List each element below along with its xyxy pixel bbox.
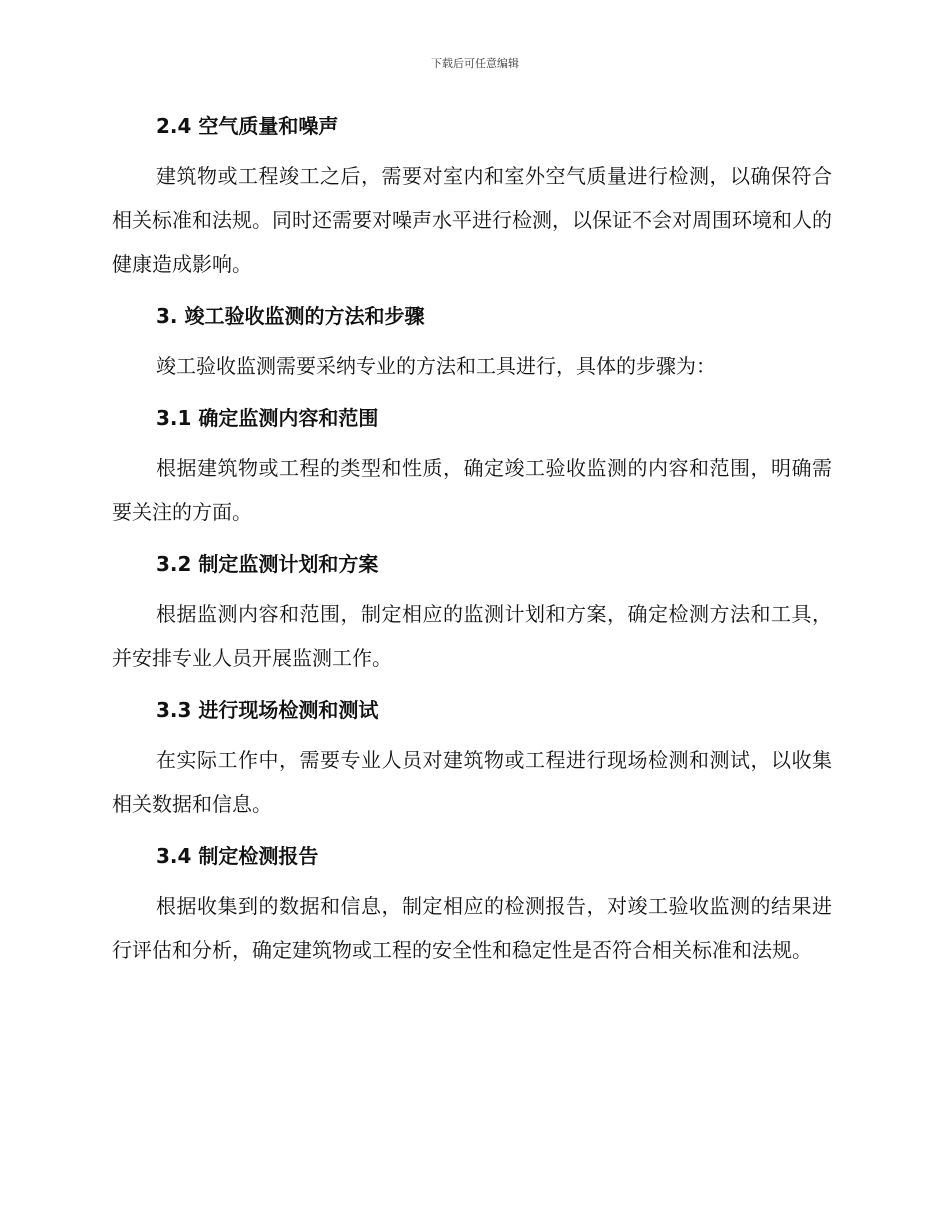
section-heading-2-4: 2.4 空气质量和噪声 [156,114,339,138]
section-heading-3-1: 3.1 确定监测内容和范围 [156,406,379,430]
section-heading-3-3: 3.3 进行现场检测和测试 [156,698,379,722]
section-body-3-4: 根据收集到的数据和信息，制定相应的检测报告，对竣工验收监测的结果进行评估和分析，确定建筑物或工程的安全性和稳定性是否符合相关标准和法规。 [112,894,832,962]
section-body-3-2: 根据监测内容和范围，制定相应的监测计划和方案，确定检测方法和工具，并安排专业人员开展监测工作。 [112,602,832,670]
section-body-3: 竣工验收监测需要采纳专业的方法和工具进行，具体的步骤为： [156,354,716,378]
section-body-3-1: 根据建筑物或工程的类型和性质，确定竣工验收监测的内容和范围，明确需要关注的方面。 [112,456,832,524]
section-body-3-3: 在实际工作中，需要专业人员对建筑物或工程进行现场检测和测试，以收集相关数据和信息。 [112,748,832,816]
section-heading-3-2: 3.2 制定监测计划和方案 [156,552,379,576]
section-body-2-4: 建筑物或工程竣工之后，需要对室内和室外空气质量进行检测，以确保符合相关标准和法规。同时还需要对噪声水平进行检测，以保证不会对周围环境和人的健康造成影响。 [112,164,832,276]
document-content [112,110,832,972]
section-heading-3-4: 3.4 制定检测报告 [156,844,319,868]
section-heading-3: 3. 竣工验收监测的方法和步骤 [156,304,425,328]
header-note: 下载后可任意编辑 [431,57,519,70]
